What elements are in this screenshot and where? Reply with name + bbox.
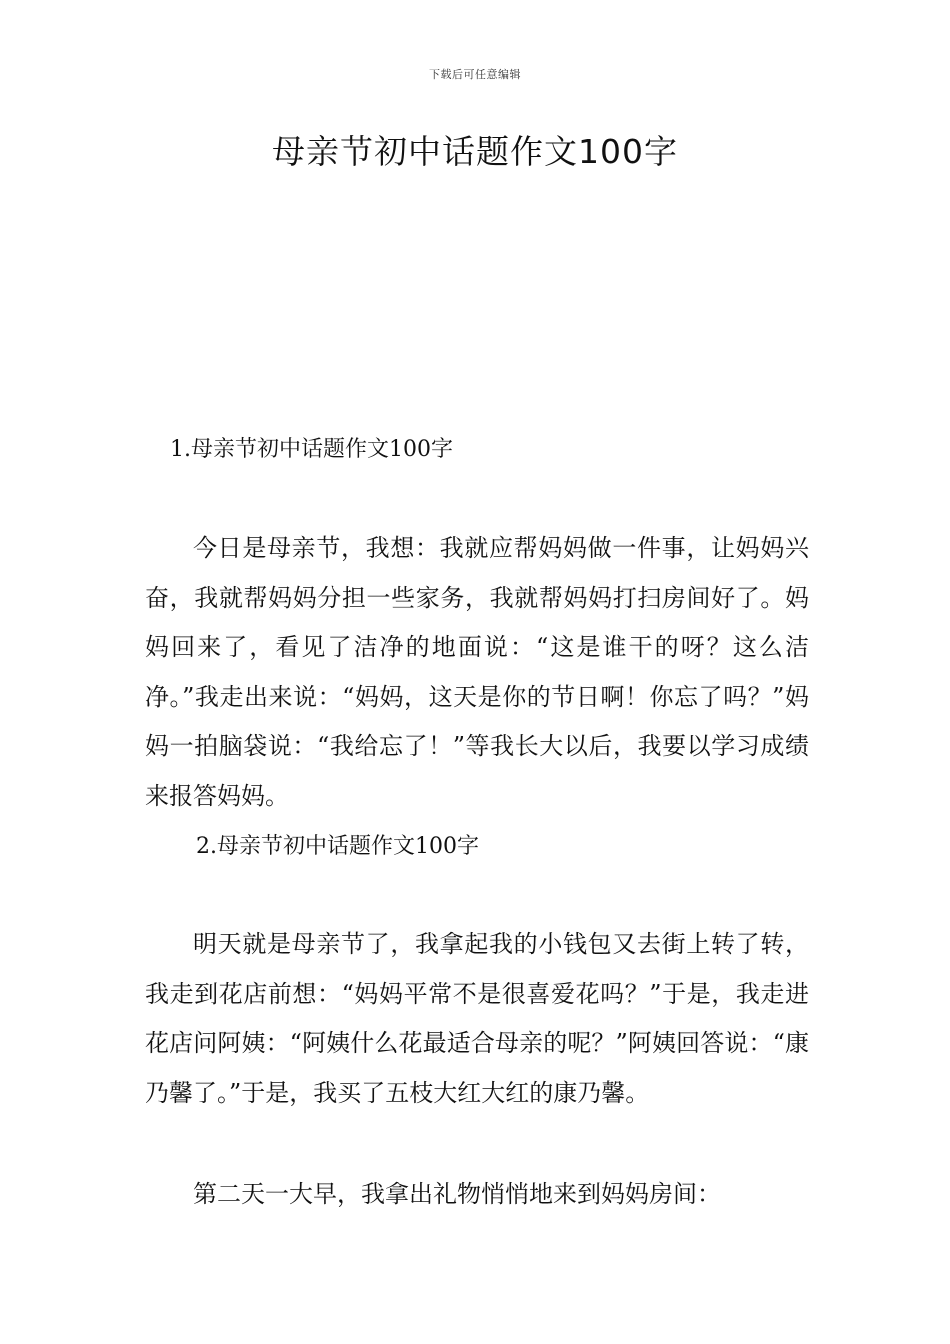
section-2-paragraph-2: 第二天一大早，我拿出礼物悄悄地来到妈妈房间： <box>193 1180 721 1208</box>
section-2-heading: 2.母亲节初中话题作文100字 <box>196 834 479 859</box>
section-1-paragraph-1: 今日是母亲节，我想：我就应帮妈妈做一件事，让妈妈兴奋，我就帮妈妈分担一些家务，我就帮妈妈打扫房间好了。妈妈回来了，看见了洁净的地面说：“这是谁干的呀？这么洁净。”我走出来说：“妈妈，这天是你的节日啊！你忘了吗？”妈妈一拍脑袋说：“我给忘了！”等我长大以后，我要以学习成绩来报答妈妈。 <box>145 534 809 810</box>
page-title: 母亲节初中话题作文100字 <box>272 132 678 171</box>
section-2-paragraph-1: 明天就是母亲节了，我拿起我的小钱包又去街上转了转，我走到花店前想：“妈妈平常不是很喜爱花吗？”于是，我走进花店问阿姨：“阿姨什么花最适合母亲的呢？”阿姨回答说：“康乃馨了。”于是，我买了五枝大红大红的康乃馨。 <box>145 930 809 1107</box>
header-note: 下载后可任意编辑 <box>429 68 521 81</box>
section-1-heading: 1.母亲节初中话题作文100字 <box>170 437 453 462</box>
